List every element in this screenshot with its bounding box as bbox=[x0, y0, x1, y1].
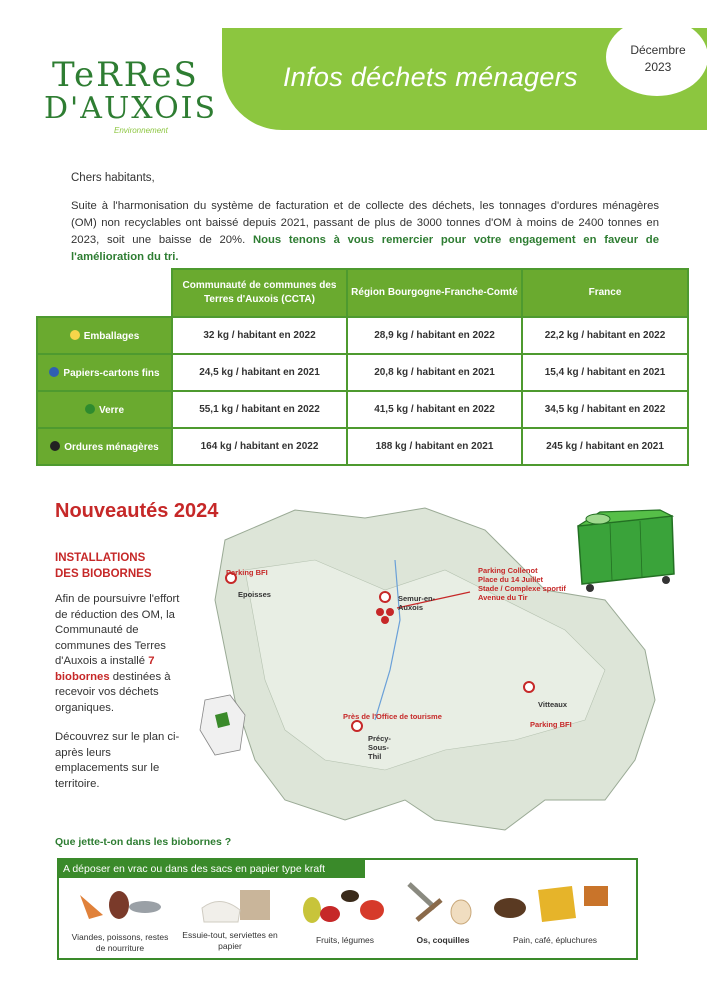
collenot-line-3: Stade / Complexe sportif bbox=[478, 584, 566, 593]
page-title: Infos déchets ménagers bbox=[283, 62, 578, 92]
para2: Découvrez sur le plan ci-après leurs emplacements sur le territoire. bbox=[55, 731, 180, 790]
table-row bbox=[37, 428, 688, 465]
date-year: 2023 bbox=[644, 60, 672, 74]
item-fruits: Fruits, légumes bbox=[315, 935, 375, 945]
item-os: Os, coquilles bbox=[416, 935, 470, 945]
date-month: Décembre bbox=[630, 43, 686, 57]
table-row bbox=[37, 354, 688, 391]
fruits-vegetables-icon bbox=[300, 884, 392, 928]
item-essuie-tout: Essuie-tout, serviettes en papier bbox=[182, 930, 278, 951]
bones-shells-icon bbox=[405, 880, 475, 926]
table-cell: 164 kg / habitant en 2022 bbox=[172, 428, 347, 465]
yellow-dot-icon bbox=[70, 330, 80, 340]
terres-dauxois-logo bbox=[44, 55, 218, 154]
table-cell: 32 kg / habitant en 2022 bbox=[172, 317, 347, 354]
biobornes-text bbox=[55, 592, 185, 792]
logo-line-1: TeRReS bbox=[52, 55, 199, 95]
table-cell: 34,5 kg / habitant en 2022 bbox=[522, 391, 688, 428]
table-corner bbox=[37, 269, 172, 317]
intro-thanks: Nous tenons à vous remercier pour votre engagement en faveur de l'amélioration du tri. bbox=[71, 234, 659, 263]
table-cell: 24,5 kg / habitant en 2021 bbox=[172, 354, 347, 391]
table-cell: 245 kg / habitant en 2021 bbox=[522, 428, 688, 465]
para1-c: destinées à recevoir vos déchets organiques. bbox=[55, 670, 171, 714]
map-label-parking-bfl-2: Parking BFI bbox=[530, 720, 572, 729]
collenot-line-1: Parking Collenot bbox=[478, 566, 538, 575]
biobornes-instruction: A déposer en vrac ou dans des sacs en papier type kraft bbox=[57, 860, 365, 878]
row-papiers bbox=[37, 354, 172, 391]
blue-dot-icon bbox=[49, 367, 59, 377]
item-pain: Pain, café, épluchures bbox=[512, 935, 598, 945]
subtitle-line-2: DES BIOBORNES bbox=[55, 568, 152, 580]
map-label-precy: Précy-Sous-Thil bbox=[368, 734, 391, 761]
bread-coffee-peels-icon bbox=[492, 878, 612, 926]
map-label-epoisses: Epoisses bbox=[238, 590, 271, 599]
map-label-semur: Semur-en-Auxois bbox=[398, 594, 436, 612]
waste-stats-table bbox=[36, 268, 689, 466]
greeting: Chers habitants, bbox=[71, 172, 155, 184]
row-label: Ordures ménagères bbox=[64, 441, 159, 453]
subtitle-line-1: INSTALLATIONS bbox=[55, 552, 146, 564]
biobornes-question: Que jette-t-on dans les biobornes ? bbox=[55, 836, 232, 848]
table-cell: 188 kg / habitant en 2021 bbox=[347, 428, 522, 465]
table-cell: 41,5 kg / habitant en 2022 bbox=[347, 391, 522, 428]
meat-fish-icon bbox=[75, 885, 165, 927]
header-region: Région Bourgogne-Franche-Comté bbox=[347, 269, 522, 317]
logo-subtitle: Environnement bbox=[114, 126, 168, 135]
intro-text: Suite à l'harmonisation du système de facturation et de collecte des déchets, les tonnages d'ordures ménagères (OM) non recyclables ont baissé depuis 2021, passant de plus de 3000 tonnes d'OM à moins de 2400 tonnes en 2023, soit une baisse de 20%. bbox=[71, 200, 659, 246]
biobox-bin-image bbox=[570, 508, 680, 594]
logo-line-2: D'AUXOIS bbox=[44, 91, 218, 126]
item-viandes: Viandes, poissons, restes de nourriture bbox=[71, 932, 169, 953]
map-label-parking-bfl: Parking BFI bbox=[226, 568, 268, 577]
map-label-office: Près de l'Office de tourisme bbox=[343, 712, 442, 721]
row-om bbox=[37, 428, 172, 465]
row-label: Papiers-cartons fins bbox=[63, 367, 160, 379]
table-cell: 55,1 kg / habitant en 2022 bbox=[172, 391, 347, 428]
table-cell: 22,2 kg / habitant en 2022 bbox=[522, 317, 688, 354]
row-verre bbox=[37, 391, 172, 428]
row-emballages bbox=[37, 317, 172, 354]
header-france: France bbox=[522, 269, 688, 317]
para1-a: Afin de poursuivre l'effort de réduction des OM, la Communauté de communes des Terres d'Auxois a installé bbox=[55, 593, 180, 667]
table-row bbox=[37, 391, 688, 428]
row-label: Emballages bbox=[83, 330, 140, 342]
header-ccta: Communauté de communes des Terres d'Auxois (CCTA) bbox=[172, 269, 347, 317]
table-cell: 20,8 kg / habitant en 2021 bbox=[347, 354, 522, 391]
collenot-line-4: Avenue du Tir bbox=[478, 593, 528, 602]
black-dot-icon bbox=[50, 441, 60, 451]
section-subtitle bbox=[55, 550, 152, 582]
map-label-collenot bbox=[478, 566, 566, 602]
green-dot-icon bbox=[85, 404, 95, 414]
table-cell: 28,9 kg / habitant en 2022 bbox=[347, 317, 522, 354]
date-text bbox=[612, 42, 704, 76]
table-row bbox=[37, 317, 688, 354]
intro-paragraph bbox=[71, 198, 659, 266]
map-label-vitteaux: Vitteaux bbox=[538, 700, 568, 709]
row-label: Verre bbox=[98, 404, 125, 416]
collenot-line-2: Place du 14 Juillet bbox=[478, 575, 544, 584]
para1-b: 7 biobornes bbox=[55, 655, 155, 683]
table-cell: 15,4 kg / habitant en 2021 bbox=[522, 354, 688, 391]
section-title: Nouveautés 2024 bbox=[55, 500, 219, 522]
paper-towel-icon bbox=[200, 888, 272, 926]
